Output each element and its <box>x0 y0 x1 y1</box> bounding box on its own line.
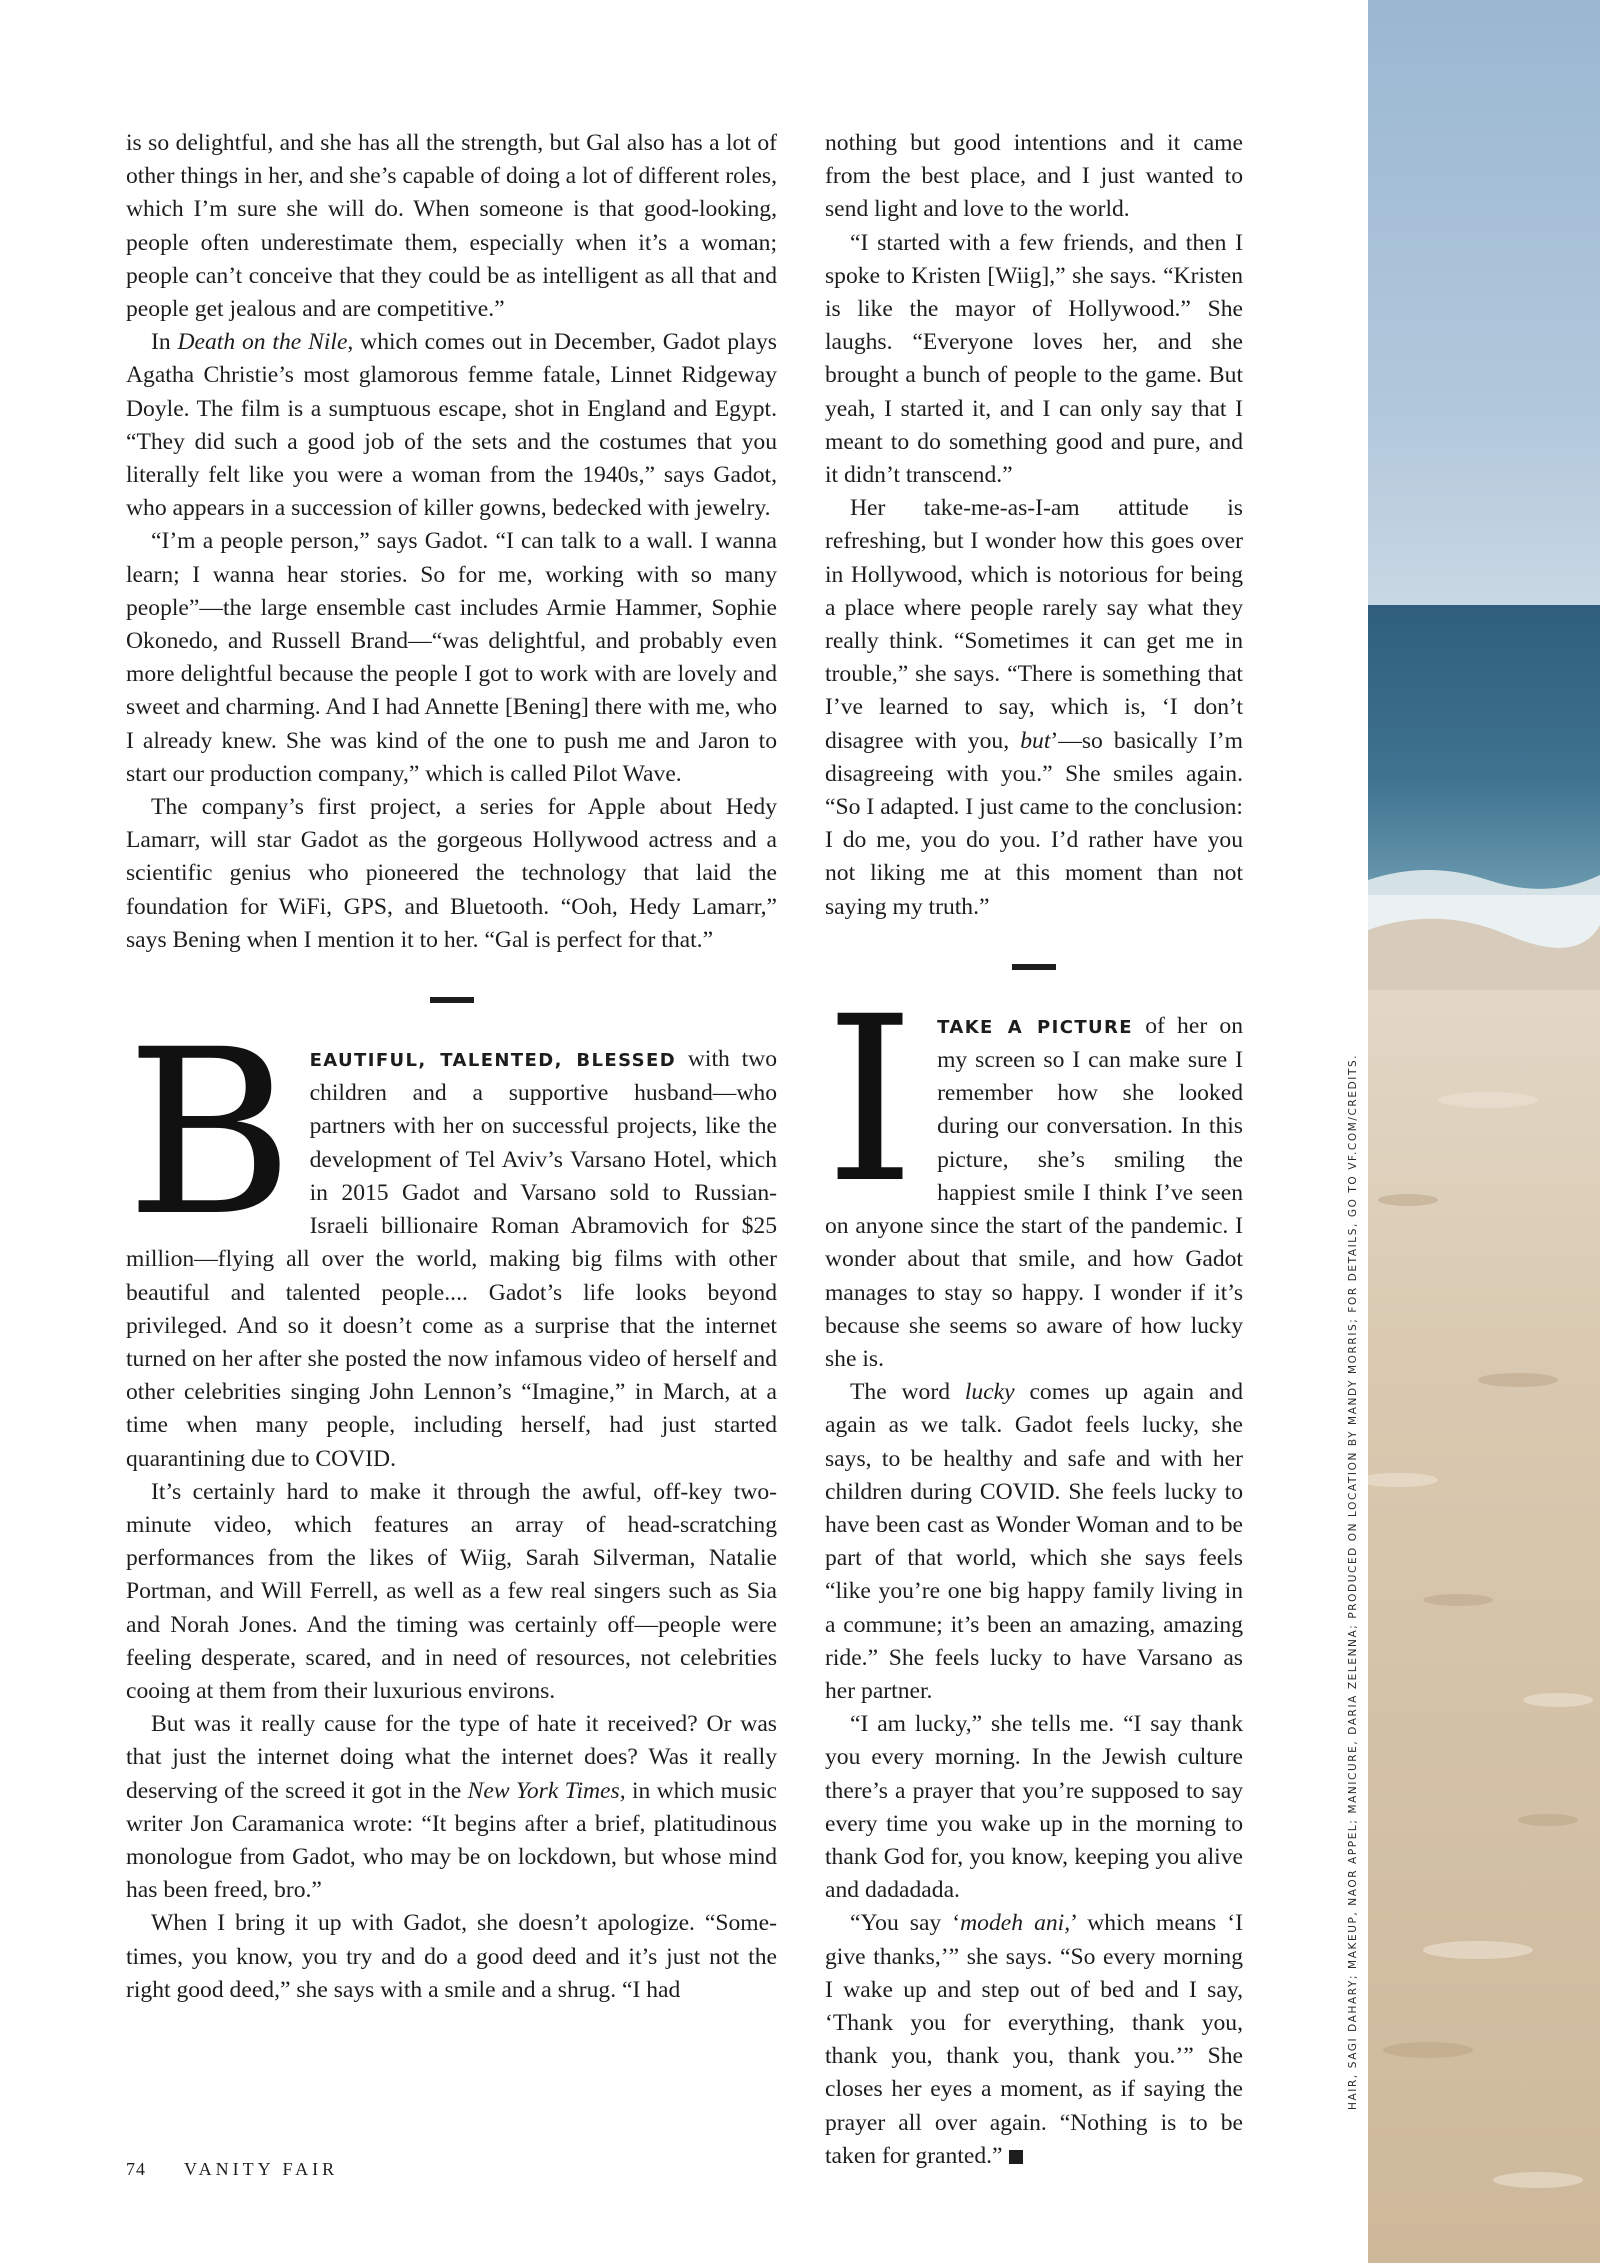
film-title: Death on the Nile, <box>177 329 354 356</box>
page-footer <box>126 2159 338 2180</box>
text-run: “You say ‘ <box>850 1910 961 1937</box>
section-dash-icon <box>430 997 474 1003</box>
paragraph <box>825 492 1243 924</box>
section-opening-paragraph <box>825 966 1243 1376</box>
paragraph: It’s certainly hard to make it through the awful, off-key two-minute video, which features an array of head-scratching performances from the likes of Wiig, Sarah Silverman, Natalie Portman, and Will Ferrell, as well as a few real singers such as Sia and Norah Jones. And the timing was certainly off—people were feeling desperate, scared, and in need of resources, not celebrities cooing at them from their luxurious environs. <box>126 1478 777 1704</box>
text-run: Her take-me-as-I-am attitude is refreshing, but I wonder how this goes over in Hollywood, which is notorious for being a place where people rarely say what they really think. “Sometimes it can get me in trouble,” she says. “There is something that I’ve learned to say, which is, ‘I don’t disagree with you, <box>825 495 1243 754</box>
text-run: In <box>151 329 178 356</box>
section-opening-paragraph <box>126 1000 778 1476</box>
paragraph <box>126 1708 777 1907</box>
text-run: which comes out in December, Gadot plays Agatha Christie’s most glamorous femme fatale, Linnet Ridgeway Doyle. The film is a sumptuous escape, shot in England and Egypt. “They did such a good job of the sets and the costumes that you literally felt like you were a woman from the 1940s,” says Gadot, who appears in a succession of killer gowns, bedecked with jewelry. <box>126 329 777 522</box>
text-run: ’ which means ‘I give thanks,’” she says. “So every morning I wake up and step out of bed and I say, ‘Thank you for everything, thank you, thank you, thank you, thank you.’” She closes her eyes a moment, as if saying the prayer all over again. “Nothing is to be taken for granted.” <box>825 1910 1243 2169</box>
beach-photo-image <box>1368 0 1600 2263</box>
paragraph: When I bring it up with Gadot, she doesn’t apologize. “Sometimes, you know, you try and do a good deed and it’s just not the right good deed,” she says with a smile and a shrug. “I had <box>126 1910 777 2003</box>
text-run: in which music writer Jon Caramanica wrote: “It begins after a brief, platitudinous monologue from Gadot, who may be on lockdown, but whose mind has been freed, bro.” <box>126 1777 777 1904</box>
paragraph: The company’s first project, a series for Apple about Hedy Lamarr, will star Gadot as the gorgeous Hollywood actress and a scientific genius who pioneered the technology that laid the foundation for WiFi, GPS, and Bluetooth. “Ooh, Hedy Lamarr,” says Bening when I mention it to her. “Gal is perfect for that.” <box>126 794 777 953</box>
beach-photo <box>1368 0 1600 2263</box>
magazine-name: VANITY FAIR <box>184 2159 339 2179</box>
article-column-left <box>126 127 777 2007</box>
page-number: 74 <box>126 2159 146 2179</box>
text-run: But was it really cause for the type of hate it received? Or was that just the internet doing what the internet does? Was it really deserving of the screed it got in the <box>126 1711 777 1804</box>
publication-title: New York Times, <box>467 1777 626 1804</box>
text-run: with two children and a supportive husband—who partners with her on successful projects, like the development of Tel Aviv’s Varsano Hotel, which in 2015 Gadot and Varsano sold to Russian-Israeli billionaire Roman Abramovich for $25 million—flying all over the world, making big films with other beautiful and talented people.... Gadot’s life looks beyond privileged. And so it doesn’t come as a surprise that the internet turned on her after she posted the now infamous video of herself and other celebrities singing John Lennon’s “Imagine,” in March, at a time when many people, including herself, had just started quarantining due to COVID. <box>126 1046 778 1472</box>
text-run: comes up again and again as we talk. Gadot feels lucky, she says, to be healthy and safe and with her children during COVID. She feels lucky to have been cast as Wonder Woman and to be part of that world, which she says feels “like you’re one big happy family living in a commune; it’s been an amazing, amazing ride.” She feels lucky to have Varsano as her partner. <box>825 1379 1243 1704</box>
paragraph <box>825 1376 1243 1708</box>
paragraph: “I am lucky,” she tells me. “I say thank you every morning. In the Jewish culture there’s a prayer that you’re supposed to say every time you wake up in the morning to thank God for, you know, keeping you alive and dadadada. <box>825 1711 1243 1904</box>
text-run: of her on my screen so I can make sure I remember how she looked during our conversation. In this picture, she’s smiling the happiest smile I think I’ve seen on anyone since the start of the pandemic. I wonder about that smile, and how Gadot manages to stay so happy. I wonder if it’s because she seems so aware of how lucky she is. <box>825 1012 1243 1372</box>
paragraph: nothing but good intentions and it came from the best place, and I just wanted to send light and love to the world. <box>825 130 1243 223</box>
drop-cap: I <box>825 966 916 1233</box>
lead-in: TAKE A PICTURE <box>937 1016 1133 1038</box>
paragraph: is so delightful, and she has all the strength, but Gal also has a lot of other things in her, and she’s capable of doing a lot of different roles, which I’m sure she will do. When someone is that good-looking, people often underestimate them, especially when it’s a woman; people can’t conceive that they could be as intelligent as all that and people get jealous and are competitive.” <box>126 130 777 323</box>
lead-in: EAUTIFUL, TALENTED, BLESSED <box>309 1050 677 1072</box>
section-dash-icon <box>1012 964 1056 970</box>
emphasis: lucky <box>964 1379 1015 1406</box>
article-column-right <box>825 127 1243 2173</box>
paragraph: “I’m a people person,” says Gadot. “I can talk to a wall. I wanna learn; I wanna hear stories. So for me, working with so many people”—the large ensemble cast includes Armie Hammer, Sophie Okonedo, and Russell Brand—“was delightful, and probably even more delightful because the people I got to work with are lovely and sweet and charming. And I had Annette [Bening] there with me, who I already knew. She was kind of the one to push me and Jaron to start our production company,” which is called Pilot Wave. <box>126 528 777 787</box>
paragraph <box>126 326 777 525</box>
emphasis: but <box>1020 727 1051 754</box>
paragraph <box>825 1907 1243 2173</box>
hebrew-phrase: modeh ani, <box>960 1910 1071 1937</box>
drop-cap: B <box>126 1000 294 1267</box>
text-run: The word <box>850 1379 965 1406</box>
paragraph: “I started with a few friends, and then I spoke to Kristen [Wiig],” she says. “Kristen is like the mayor of Hollywood.” She laughs. “Everyone loves her, and she brought a bunch of people to the game. But yeah, I started it, and I can only say that I meant to do something good and pure, and it didn’t transcend.” <box>825 229 1243 489</box>
photo-credits: HAIR, SAGI DAHARY; MAKEUP, NAOR APPEL; MANICURE, DARIA ZELENNA; PRODUCED ON LOCATION BY MANDY MORRIS; FOR DETAILS, GO TO VF.COM/CREDITS. <box>1347 1053 1359 2110</box>
text-run: ’—so basically I’m disagreeing with you.” She smiles again. “So I adapted. I just came to the conclusion: I do me, you do you. I’d rather have you not liking me at this moment than not saying my truth.” <box>825 727 1243 920</box>
black-square-icon <box>1009 2150 1023 2164</box>
